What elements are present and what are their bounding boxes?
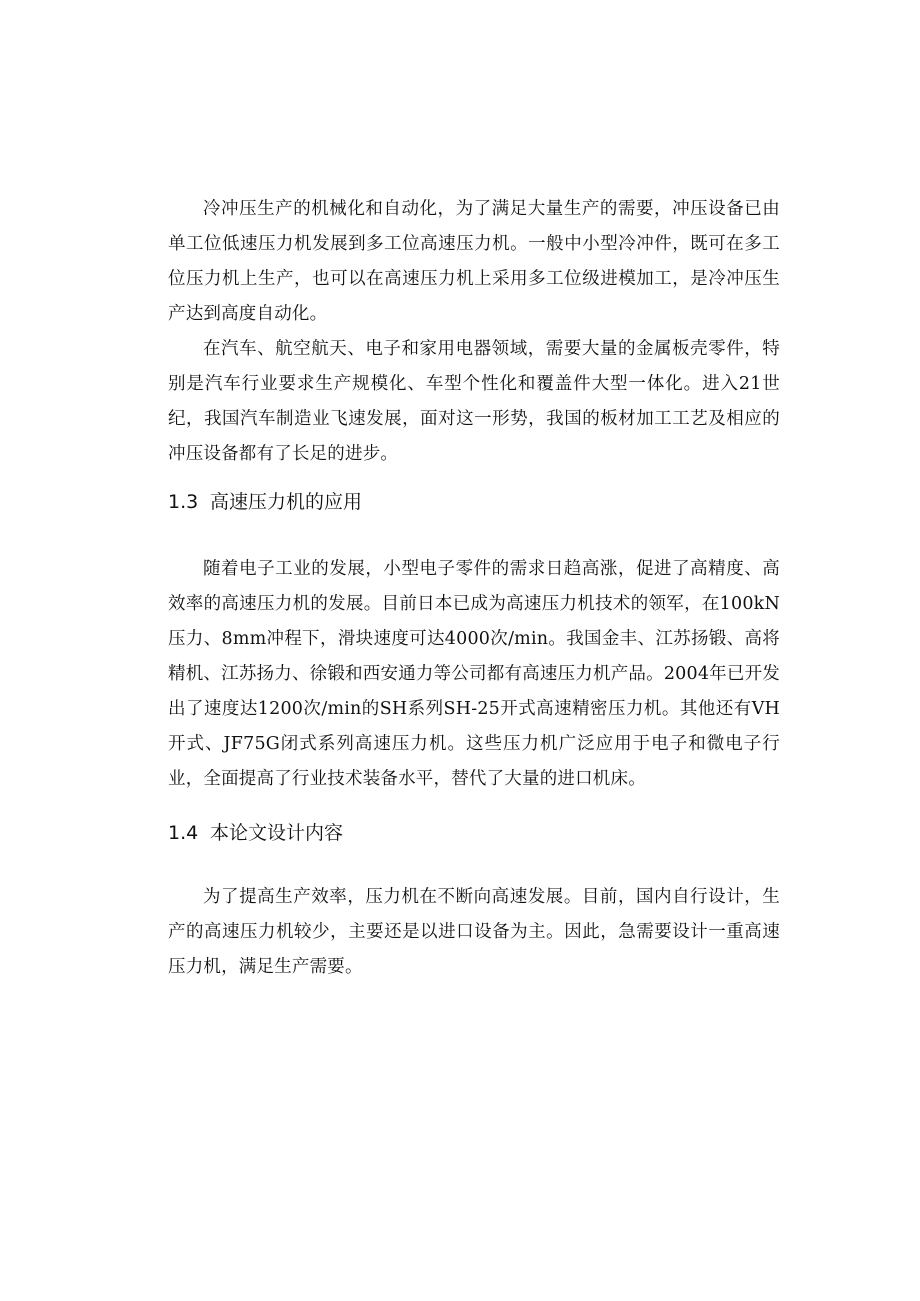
section-title: 高速压力机的应用 [210,491,363,513]
paragraph-stamping-automation: 冷冲压生产的机械化和自动化，为了满足大量生产的需要，冲压设备已由单工位低速压力机发展到多工位高速压力机。一般中小型冷冲件，既可在多工位压力机上生产，也可以在高速压力机上采用多工位级进模加工，是冷冲压生产达到高度自动化。 [168,199,780,324]
section-title: 本论文设计内容 [210,822,344,844]
paragraph-automotive-industry: 在汽车、航空航天、电子和家用电器领域，需要大量的金属板壳零件，特别是汽车行业要求生产规模化、车型个性化和覆盖件大型一体化。进入21世纪，我国汽车制造业飞速发展，面对这一形势，我国的板材加工工艺及相应的冲压设备都有了长足的进步。 [168,339,780,464]
paragraph-high-speed-press-application: 随着电子工业的发展，小型电子零件的需求日趋高涨，促进了高精度、高效率的高速压力机的发展。目前日本已成为高速压力机技术的领军，在100kN压力、8mm冲程下，滑块速度可达4000次/min。我国金丰、江苏扬锻、高将精机、江苏扬力、徐锻和西安通力等公司都有高速压力机产品。2004年已开发出了速度达1200次/min的SH系列SH-25开式高速精密压力机。其他还有VH开式、JF75G闭式系列高速压力机。这些压力机广泛应用于电子和微电子行业，全面提高了行业技术装备水平，替代了大量的进口机床。 [168,559,780,789]
section-number: 1.4 [168,822,199,844]
section-1-3-body [168,552,780,797]
section-heading-1-4 [168,820,343,846]
section-heading-1-3 [168,489,362,515]
section-number: 1.3 [168,491,199,513]
paragraph-thesis-content: 为了提高生产效率，压力机在不断向高速发展。目前，国内自行设计，生产的高速压力机较少，主要还是以进口设备为主。因此，急需要设计一重高速压力机，满足生产需要。 [168,887,780,977]
intro-section [168,192,780,472]
section-1-4-body [168,880,780,985]
